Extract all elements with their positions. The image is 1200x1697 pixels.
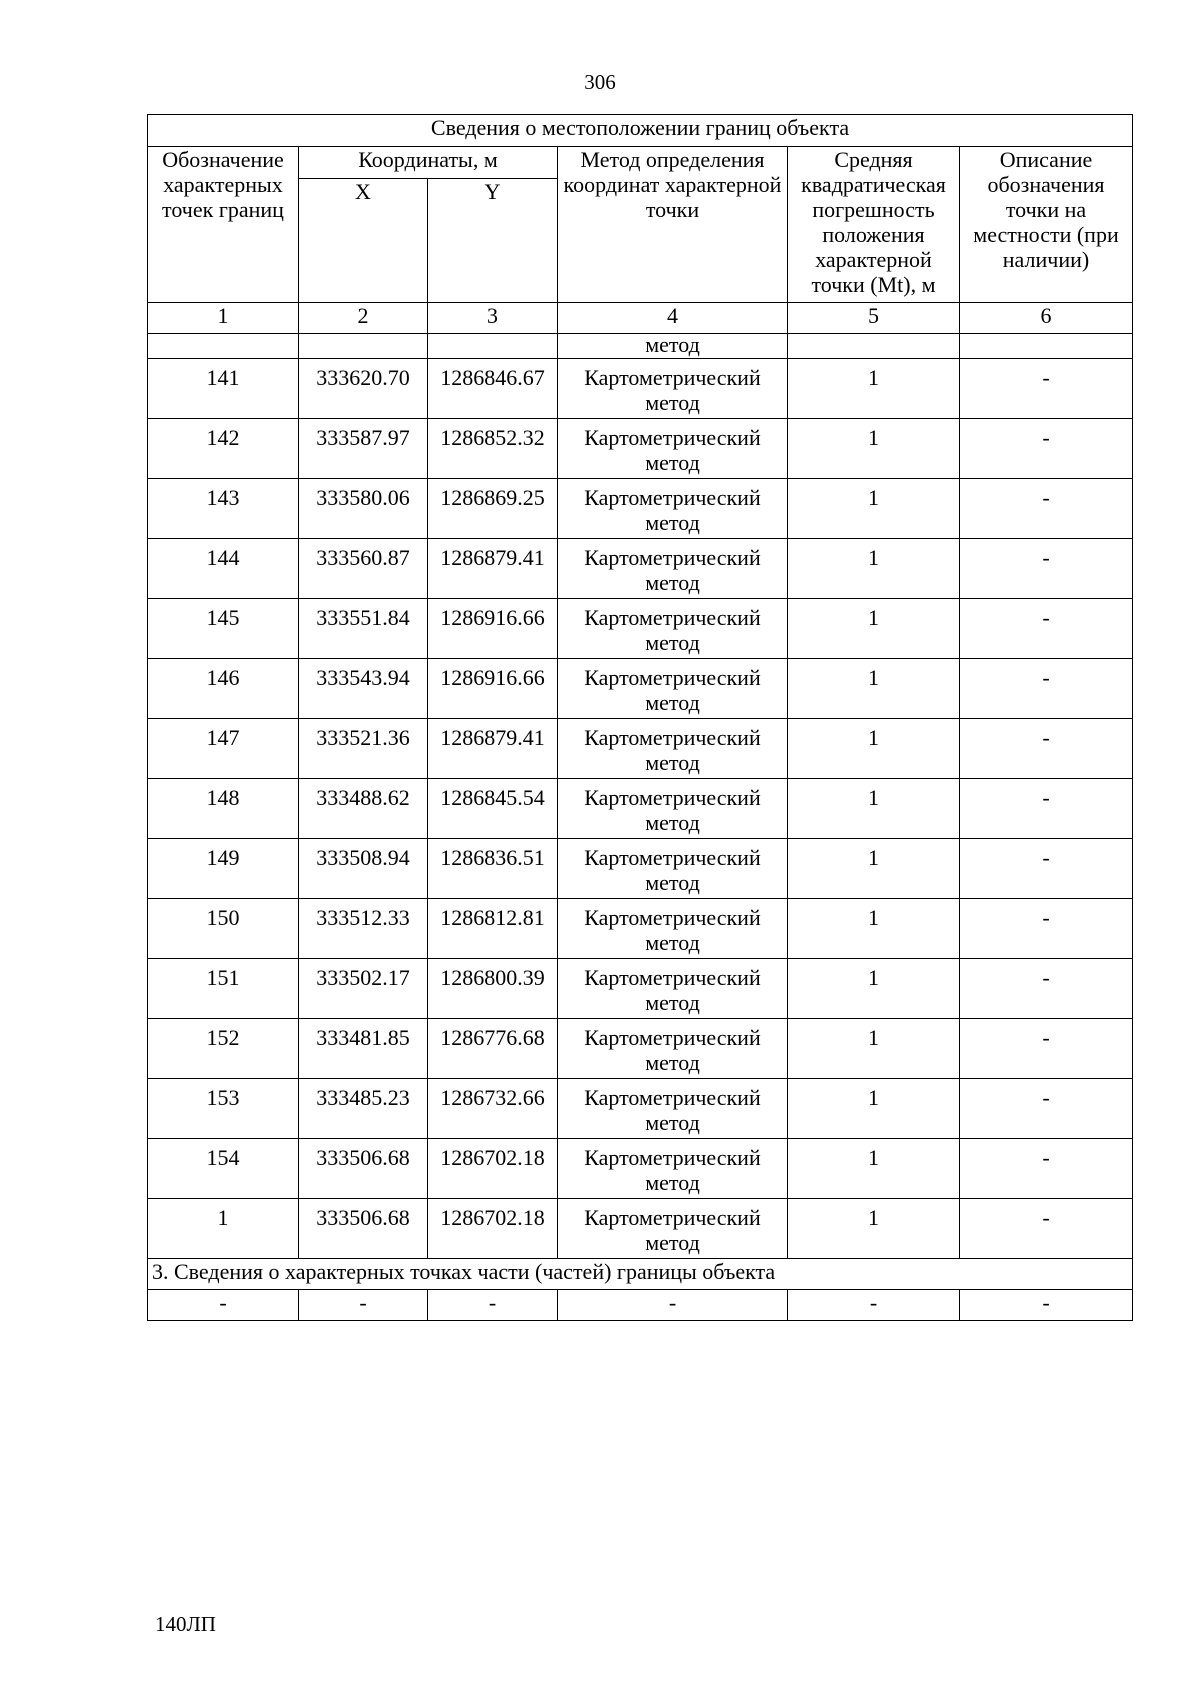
error-cell: 1 — [788, 359, 960, 419]
table-row — [148, 899, 1133, 959]
column-number: 3 — [428, 303, 558, 334]
table-row — [148, 1199, 1133, 1259]
section3-cell: - — [788, 1290, 960, 1321]
table-title-row — [148, 115, 1133, 147]
error-cell: 1 — [788, 1199, 960, 1259]
x-coordinate-cell: 333543.94 — [299, 659, 428, 719]
table-row — [148, 719, 1133, 779]
point-cell: 148 — [148, 779, 299, 839]
y-coordinate-cell: 1286879.41 — [428, 539, 558, 599]
description-cell: - — [960, 479, 1133, 539]
header-coordinates: Координаты, м — [299, 147, 558, 179]
point-cell: 144 — [148, 539, 299, 599]
x-coordinate-cell: 333508.94 — [299, 839, 428, 899]
table-row — [148, 359, 1133, 419]
header-error: Средняя квадратическая погрешность положения характерной точки (Mt), м — [788, 147, 960, 303]
y-coordinate-cell: 1286852.32 — [428, 419, 558, 479]
error-cell: 1 — [788, 659, 960, 719]
description-cell: - — [960, 779, 1133, 839]
y-coordinate-cell: 1286869.25 — [428, 479, 558, 539]
table-row — [148, 959, 1133, 1019]
section3-cell: - — [428, 1290, 558, 1321]
description-cell: - — [960, 719, 1133, 779]
x-coordinate-cell: 333512.33 — [299, 899, 428, 959]
description-cell: - — [960, 419, 1133, 479]
column-number: 6 — [960, 303, 1133, 334]
continued-row — [148, 334, 1133, 359]
description-cell: - — [960, 1139, 1133, 1199]
header-x: X — [299, 179, 428, 303]
y-coordinate-cell: 1286812.81 — [428, 899, 558, 959]
method-cell: Картометрический метод — [558, 359, 788, 419]
point-cell: 152 — [148, 1019, 299, 1079]
column-number: 2 — [299, 303, 428, 334]
y-coordinate-cell: 1286916.66 — [428, 659, 558, 719]
error-cell: 1 — [788, 539, 960, 599]
point-cell: 147 — [148, 719, 299, 779]
table-row — [148, 1079, 1133, 1139]
point-cell: 154 — [148, 1139, 299, 1199]
point-cell: 146 — [148, 659, 299, 719]
error-cell: 1 — [788, 1019, 960, 1079]
table-row — [148, 419, 1133, 479]
y-coordinate-cell: 1286732.66 — [428, 1079, 558, 1139]
header-designation: Обозначение характерных точек границ — [148, 147, 299, 303]
continued-cell — [148, 334, 299, 359]
column-numbers-row — [148, 303, 1133, 334]
y-coordinate-cell: 1286776.68 — [428, 1019, 558, 1079]
table-row — [148, 779, 1133, 839]
method-cell: Картометрический метод — [558, 959, 788, 1019]
table-row — [148, 1019, 1133, 1079]
section3-cell: - — [558, 1290, 788, 1321]
table-title: Сведения о местоположении границ объекта — [148, 115, 1133, 147]
column-number: 5 — [788, 303, 960, 334]
continued-method: метод — [558, 334, 788, 359]
method-cell: Картометрический метод — [558, 839, 788, 899]
x-coordinate-cell: 333587.97 — [299, 419, 428, 479]
error-cell: 1 — [788, 959, 960, 1019]
continued-cell — [299, 334, 428, 359]
y-coordinate-cell: 1286836.51 — [428, 839, 558, 899]
x-coordinate-cell: 333506.68 — [299, 1199, 428, 1259]
x-coordinate-cell: 333485.23 — [299, 1079, 428, 1139]
description-cell: - — [960, 899, 1133, 959]
section3-cell: - — [960, 1290, 1133, 1321]
point-cell: 151 — [148, 959, 299, 1019]
point-cell: 150 — [148, 899, 299, 959]
method-cell: Картометрический метод — [558, 1019, 788, 1079]
point-cell: 142 — [148, 419, 299, 479]
point-cell: 145 — [148, 599, 299, 659]
point-cell: 1 — [148, 1199, 299, 1259]
error-cell: 1 — [788, 1139, 960, 1199]
error-cell: 1 — [788, 479, 960, 539]
header-y: Y — [428, 179, 558, 303]
description-cell: - — [960, 599, 1133, 659]
description-cell: - — [960, 359, 1133, 419]
method-cell: Картометрический метод — [558, 779, 788, 839]
section3-title-row — [148, 1259, 1133, 1290]
table-row — [148, 839, 1133, 899]
page-number: 306 — [584, 70, 616, 94]
column-number: 1 — [148, 303, 299, 334]
description-cell: - — [960, 839, 1133, 899]
section3-title: 3. Сведения о характерных точках части (частей) границы объекта — [148, 1259, 1133, 1290]
method-cell: Картометрический метод — [558, 899, 788, 959]
y-coordinate-cell: 1286879.41 — [428, 719, 558, 779]
table-body — [148, 115, 1133, 1321]
x-coordinate-cell: 333551.84 — [299, 599, 428, 659]
section3-cell: - — [299, 1290, 428, 1321]
x-coordinate-cell: 333560.87 — [299, 539, 428, 599]
table-row — [148, 599, 1133, 659]
method-cell: Картометрический метод — [558, 419, 788, 479]
header-description: Описание обозначения точки на местности (при наличии) — [960, 147, 1133, 303]
x-coordinate-cell: 333506.68 — [299, 1139, 428, 1199]
y-coordinate-cell: 1286800.39 — [428, 959, 558, 1019]
description-cell: - — [960, 539, 1133, 599]
point-cell: 143 — [148, 479, 299, 539]
error-cell: 1 — [788, 899, 960, 959]
continued-cell — [960, 334, 1133, 359]
header-row — [148, 147, 1133, 179]
table-row — [148, 479, 1133, 539]
error-cell: 1 — [788, 419, 960, 479]
boundary-table — [147, 114, 1133, 1321]
section3-cell: - — [148, 1290, 299, 1321]
footer-code: 140ЛП — [155, 1612, 216, 1636]
method-cell: Картометрический метод — [558, 479, 788, 539]
method-cell: Картометрический метод — [558, 1079, 788, 1139]
x-coordinate-cell: 333620.70 — [299, 359, 428, 419]
point-cell: 153 — [148, 1079, 299, 1139]
description-cell: - — [960, 959, 1133, 1019]
method-cell: Картометрический метод — [558, 1199, 788, 1259]
method-cell: Картометрический метод — [558, 539, 788, 599]
column-number: 4 — [558, 303, 788, 334]
x-coordinate-cell: 333488.62 — [299, 779, 428, 839]
continued-cell — [788, 334, 960, 359]
error-cell: 1 — [788, 599, 960, 659]
method-cell: Картометрический метод — [558, 1139, 788, 1199]
description-cell: - — [960, 1019, 1133, 1079]
method-cell: Картометрический метод — [558, 659, 788, 719]
continued-cell — [428, 334, 558, 359]
table-row — [148, 1139, 1133, 1199]
y-coordinate-cell: 1286702.18 — [428, 1139, 558, 1199]
x-coordinate-cell: 333521.36 — [299, 719, 428, 779]
description-cell: - — [960, 659, 1133, 719]
method-cell: Картометрический метод — [558, 719, 788, 779]
error-cell: 1 — [788, 839, 960, 899]
y-coordinate-cell: 1286702.18 — [428, 1199, 558, 1259]
header-method: Метод определения координат характерной точки — [558, 147, 788, 303]
y-coordinate-cell: 1286845.54 — [428, 779, 558, 839]
x-coordinate-cell: 333481.85 — [299, 1019, 428, 1079]
error-cell: 1 — [788, 719, 960, 779]
error-cell: 1 — [788, 779, 960, 839]
method-cell: Картометрический метод — [558, 599, 788, 659]
x-coordinate-cell: 333502.17 — [299, 959, 428, 1019]
x-coordinate-cell: 333580.06 — [299, 479, 428, 539]
section3-row — [148, 1290, 1133, 1321]
table-row — [148, 539, 1133, 599]
description-cell: - — [960, 1199, 1133, 1259]
y-coordinate-cell: 1286916.66 — [428, 599, 558, 659]
error-cell: 1 — [788, 1079, 960, 1139]
point-cell: 141 — [148, 359, 299, 419]
point-cell: 149 — [148, 839, 299, 899]
table-row — [148, 659, 1133, 719]
y-coordinate-cell: 1286846.67 — [428, 359, 558, 419]
description-cell: - — [960, 1079, 1133, 1139]
